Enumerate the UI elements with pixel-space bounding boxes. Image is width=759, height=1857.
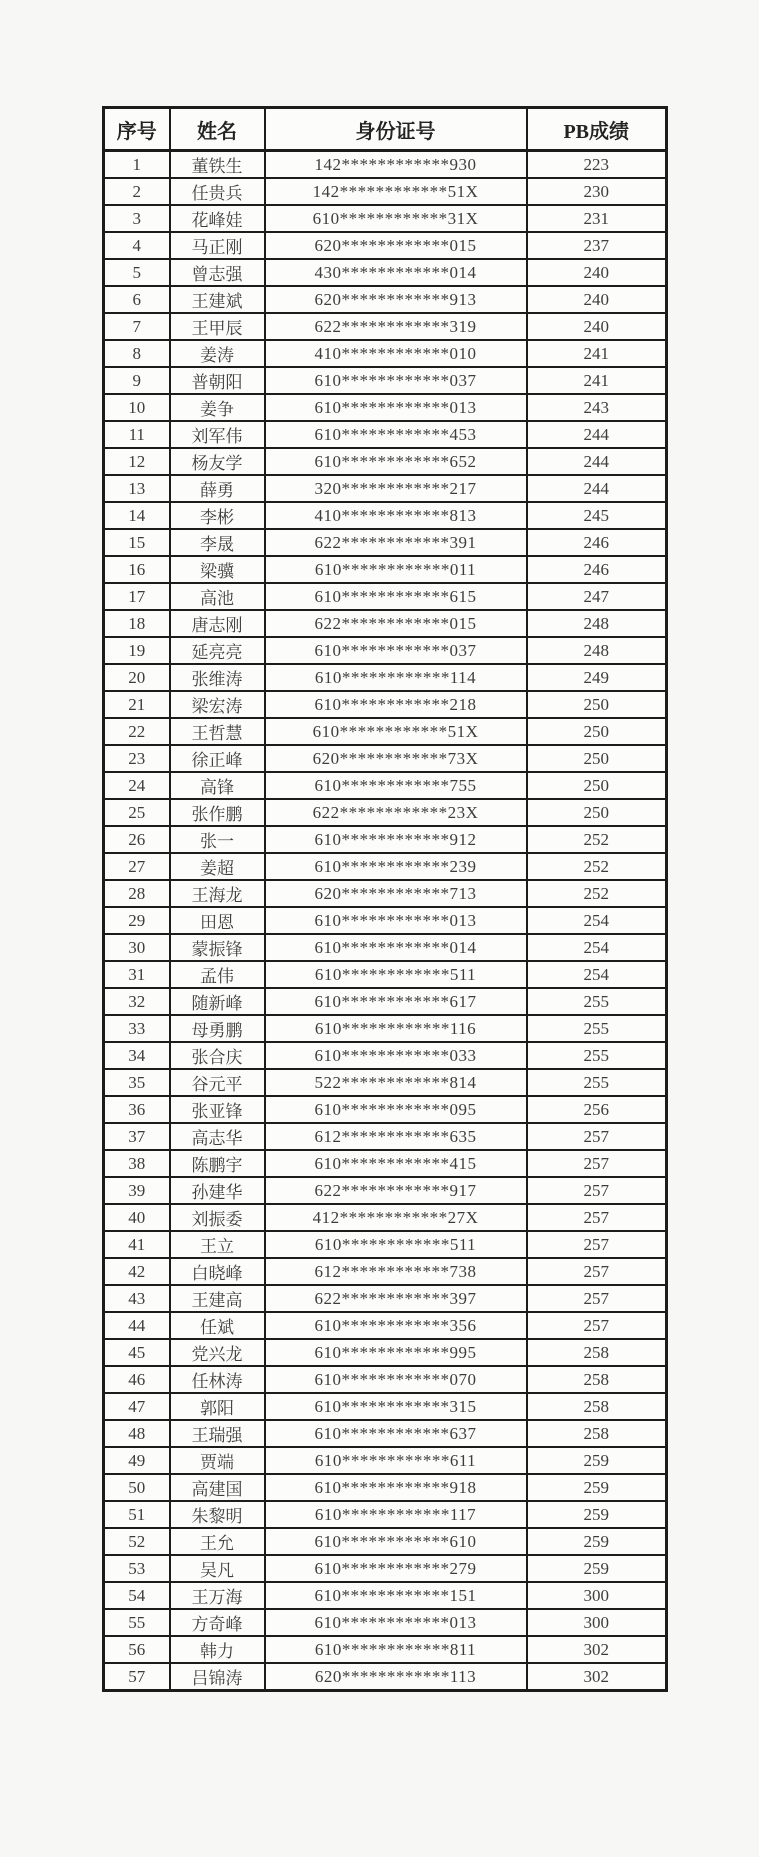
id-cell: 610************033 xyxy=(265,1042,527,1069)
table-row xyxy=(104,988,667,1015)
index-cell: 1 xyxy=(104,151,170,179)
table-row xyxy=(104,1420,667,1447)
table-row xyxy=(104,1636,667,1663)
table-row xyxy=(104,1393,667,1420)
index-cell: 49 xyxy=(104,1447,170,1474)
id-cell: 612************738 xyxy=(265,1258,527,1285)
score-cell: 255 xyxy=(527,1069,667,1096)
name-cell: 朱黎明 xyxy=(170,1501,265,1528)
name-cell: 刘军伟 xyxy=(170,421,265,448)
index-cell: 2 xyxy=(104,178,170,205)
id-cell: 610************013 xyxy=(265,394,527,421)
name-cell: 梁宏涛 xyxy=(170,691,265,718)
table-row xyxy=(104,799,667,826)
id-cell: 410************813 xyxy=(265,502,527,529)
score-cell: 252 xyxy=(527,880,667,907)
index-cell: 15 xyxy=(104,529,170,556)
name-cell: 高锋 xyxy=(170,772,265,799)
score-cell: 250 xyxy=(527,772,667,799)
id-cell: 610************070 xyxy=(265,1366,527,1393)
id-cell: 610************912 xyxy=(265,826,527,853)
table-row xyxy=(104,961,667,988)
name-cell: 董铁生 xyxy=(170,151,265,179)
id-cell: 620************713 xyxy=(265,880,527,907)
table-row xyxy=(104,1123,667,1150)
index-cell: 53 xyxy=(104,1555,170,1582)
id-cell: 610************415 xyxy=(265,1150,527,1177)
id-cell: 522************814 xyxy=(265,1069,527,1096)
id-cell: 610************652 xyxy=(265,448,527,475)
table-row xyxy=(104,178,667,205)
name-cell: 王建斌 xyxy=(170,286,265,313)
table-row xyxy=(104,1096,667,1123)
table-row xyxy=(104,853,667,880)
table-row xyxy=(104,907,667,934)
name-cell: 王海龙 xyxy=(170,880,265,907)
id-cell: 620************913 xyxy=(265,286,527,313)
table-row xyxy=(104,1177,667,1204)
name-cell: 谷元平 xyxy=(170,1069,265,1096)
table-row xyxy=(104,934,667,961)
index-cell: 28 xyxy=(104,880,170,907)
id-cell: 622************319 xyxy=(265,313,527,340)
id-cell: 622************397 xyxy=(265,1285,527,1312)
score-cell: 244 xyxy=(527,475,667,502)
score-cell: 243 xyxy=(527,394,667,421)
index-cell: 33 xyxy=(104,1015,170,1042)
table-row xyxy=(104,1501,667,1528)
id-cell: 610************615 xyxy=(265,583,527,610)
score-cell: 254 xyxy=(527,961,667,988)
index-cell: 12 xyxy=(104,448,170,475)
table-row xyxy=(104,1528,667,1555)
name-cell: 随新峰 xyxy=(170,988,265,1015)
name-cell: 任林涛 xyxy=(170,1366,265,1393)
score-cell: 223 xyxy=(527,151,667,179)
score-cell: 244 xyxy=(527,448,667,475)
index-cell: 22 xyxy=(104,718,170,745)
score-cell: 241 xyxy=(527,340,667,367)
score-cell: 231 xyxy=(527,205,667,232)
id-cell: 620************113 xyxy=(265,1663,527,1691)
name-cell: 王哲慧 xyxy=(170,718,265,745)
results-table xyxy=(102,106,668,1692)
name-cell: 田恩 xyxy=(170,907,265,934)
name-cell: 王建高 xyxy=(170,1285,265,1312)
id-cell: 610************31X xyxy=(265,205,527,232)
name-cell: 徐正峰 xyxy=(170,745,265,772)
name-cell: 曾志强 xyxy=(170,259,265,286)
name-cell: 杨友学 xyxy=(170,448,265,475)
name-cell: 母勇鹏 xyxy=(170,1015,265,1042)
id-cell: 610************117 xyxy=(265,1501,527,1528)
name-cell: 蒙振锋 xyxy=(170,934,265,961)
id-cell: 610************151 xyxy=(265,1582,527,1609)
id-cell: 412************27X xyxy=(265,1204,527,1231)
id-cell: 610************453 xyxy=(265,421,527,448)
index-cell: 57 xyxy=(104,1663,170,1691)
table-row xyxy=(104,1042,667,1069)
table-row xyxy=(104,1555,667,1582)
table-row xyxy=(104,1150,667,1177)
table-row xyxy=(104,1366,667,1393)
score-cell: 240 xyxy=(527,286,667,313)
score-cell: 259 xyxy=(527,1501,667,1528)
name-cell: 张一 xyxy=(170,826,265,853)
index-cell: 25 xyxy=(104,799,170,826)
table-row xyxy=(104,880,667,907)
score-cell: 252 xyxy=(527,853,667,880)
table-row xyxy=(104,1312,667,1339)
index-cell: 5 xyxy=(104,259,170,286)
index-cell: 27 xyxy=(104,853,170,880)
id-cell: 610************011 xyxy=(265,556,527,583)
score-cell: 302 xyxy=(527,1663,667,1691)
index-cell: 39 xyxy=(104,1177,170,1204)
id-cell: 610************014 xyxy=(265,934,527,961)
name-cell: 高池 xyxy=(170,583,265,610)
index-cell: 41 xyxy=(104,1231,170,1258)
name-cell: 普朝阳 xyxy=(170,367,265,394)
id-cell: 610************013 xyxy=(265,907,527,934)
index-cell: 32 xyxy=(104,988,170,1015)
table-row xyxy=(104,718,667,745)
score-cell: 255 xyxy=(527,988,667,1015)
id-cell: 142************51X xyxy=(265,178,527,205)
score-cell: 244 xyxy=(527,421,667,448)
name-cell: 花峰娃 xyxy=(170,205,265,232)
name-cell: 梁骥 xyxy=(170,556,265,583)
table-row xyxy=(104,772,667,799)
index-cell: 29 xyxy=(104,907,170,934)
index-cell: 40 xyxy=(104,1204,170,1231)
index-cell: 52 xyxy=(104,1528,170,1555)
table-row xyxy=(104,1069,667,1096)
score-cell: 241 xyxy=(527,367,667,394)
name-cell: 陈鹏宇 xyxy=(170,1150,265,1177)
id-cell: 622************391 xyxy=(265,529,527,556)
score-cell: 257 xyxy=(527,1150,667,1177)
id-cell: 620************73X xyxy=(265,745,527,772)
table-row xyxy=(104,610,667,637)
name-cell: 张作鹏 xyxy=(170,799,265,826)
id-cell: 620************015 xyxy=(265,232,527,259)
name-cell: 唐志刚 xyxy=(170,610,265,637)
score-cell: 245 xyxy=(527,502,667,529)
index-cell: 16 xyxy=(104,556,170,583)
name-cell: 王允 xyxy=(170,1528,265,1555)
name-cell: 姜超 xyxy=(170,853,265,880)
header-row xyxy=(104,108,667,151)
index-cell: 42 xyxy=(104,1258,170,1285)
id-cell: 610************356 xyxy=(265,1312,527,1339)
name-cell: 白晓峰 xyxy=(170,1258,265,1285)
table-row xyxy=(104,1582,667,1609)
index-cell: 56 xyxy=(104,1636,170,1663)
index-cell: 48 xyxy=(104,1420,170,1447)
index-cell: 38 xyxy=(104,1150,170,1177)
index-cell: 10 xyxy=(104,394,170,421)
table-row xyxy=(104,1258,667,1285)
id-cell: 610************637 xyxy=(265,1420,527,1447)
table-row xyxy=(104,232,667,259)
index-cell: 31 xyxy=(104,961,170,988)
name-cell: 姜涛 xyxy=(170,340,265,367)
id-cell: 610************013 xyxy=(265,1609,527,1636)
header-name: 姓名 xyxy=(170,108,265,151)
table-row xyxy=(104,151,667,179)
name-cell: 王甲辰 xyxy=(170,313,265,340)
table-row xyxy=(104,475,667,502)
id-cell: 610************995 xyxy=(265,1339,527,1366)
index-cell: 3 xyxy=(104,205,170,232)
index-cell: 36 xyxy=(104,1096,170,1123)
id-cell: 610************116 xyxy=(265,1015,527,1042)
name-cell: 延亮亮 xyxy=(170,637,265,664)
name-cell: 张维涛 xyxy=(170,664,265,691)
id-cell: 610************218 xyxy=(265,691,527,718)
score-cell: 250 xyxy=(527,745,667,772)
name-cell: 任贵兵 xyxy=(170,178,265,205)
name-cell: 吕锦涛 xyxy=(170,1663,265,1691)
name-cell: 方奇峰 xyxy=(170,1609,265,1636)
index-cell: 55 xyxy=(104,1609,170,1636)
index-cell: 51 xyxy=(104,1501,170,1528)
index-cell: 18 xyxy=(104,610,170,637)
id-cell: 622************917 xyxy=(265,1177,527,1204)
index-cell: 34 xyxy=(104,1042,170,1069)
table-row xyxy=(104,286,667,313)
index-cell: 35 xyxy=(104,1069,170,1096)
score-cell: 256 xyxy=(527,1096,667,1123)
index-cell: 50 xyxy=(104,1474,170,1501)
score-cell: 257 xyxy=(527,1258,667,1285)
name-cell: 张合庆 xyxy=(170,1042,265,1069)
id-cell: 610************611 xyxy=(265,1447,527,1474)
score-cell: 250 xyxy=(527,691,667,718)
table-row xyxy=(104,1663,667,1691)
name-cell: 薛勇 xyxy=(170,475,265,502)
table-row xyxy=(104,205,667,232)
score-cell: 259 xyxy=(527,1474,667,1501)
table-row xyxy=(104,367,667,394)
index-cell: 44 xyxy=(104,1312,170,1339)
table-row xyxy=(104,1231,667,1258)
id-cell: 622************015 xyxy=(265,610,527,637)
index-cell: 46 xyxy=(104,1366,170,1393)
table-row xyxy=(104,1609,667,1636)
score-cell: 247 xyxy=(527,583,667,610)
name-cell: 郭阳 xyxy=(170,1393,265,1420)
score-cell: 230 xyxy=(527,178,667,205)
index-cell: 47 xyxy=(104,1393,170,1420)
table-row xyxy=(104,826,667,853)
score-cell: 257 xyxy=(527,1204,667,1231)
name-cell: 李晟 xyxy=(170,529,265,556)
id-cell: 610************51X xyxy=(265,718,527,745)
score-cell: 255 xyxy=(527,1042,667,1069)
name-cell: 马正刚 xyxy=(170,232,265,259)
header-index: 序号 xyxy=(104,108,170,151)
table-row xyxy=(104,502,667,529)
table-row xyxy=(104,556,667,583)
id-cell: 610************114 xyxy=(265,664,527,691)
id-cell: 610************610 xyxy=(265,1528,527,1555)
name-cell: 孙建华 xyxy=(170,1177,265,1204)
name-cell: 党兴龙 xyxy=(170,1339,265,1366)
index-cell: 8 xyxy=(104,340,170,367)
id-cell: 410************010 xyxy=(265,340,527,367)
score-cell: 257 xyxy=(527,1285,667,1312)
score-cell: 257 xyxy=(527,1231,667,1258)
index-cell: 45 xyxy=(104,1339,170,1366)
score-cell: 302 xyxy=(527,1636,667,1663)
id-cell: 622************23X xyxy=(265,799,527,826)
index-cell: 11 xyxy=(104,421,170,448)
name-cell: 高志华 xyxy=(170,1123,265,1150)
id-cell: 610************511 xyxy=(265,1231,527,1258)
name-cell: 王瑞强 xyxy=(170,1420,265,1447)
index-cell: 23 xyxy=(104,745,170,772)
score-cell: 250 xyxy=(527,718,667,745)
index-cell: 20 xyxy=(104,664,170,691)
score-cell: 300 xyxy=(527,1582,667,1609)
id-cell: 142************930 xyxy=(265,151,527,179)
table-row xyxy=(104,1339,667,1366)
index-cell: 6 xyxy=(104,286,170,313)
name-cell: 贾端 xyxy=(170,1447,265,1474)
score-cell: 259 xyxy=(527,1555,667,1582)
table-row xyxy=(104,691,667,718)
table-row xyxy=(104,745,667,772)
score-cell: 240 xyxy=(527,259,667,286)
index-cell: 13 xyxy=(104,475,170,502)
index-cell: 14 xyxy=(104,502,170,529)
name-cell: 任斌 xyxy=(170,1312,265,1339)
index-cell: 54 xyxy=(104,1582,170,1609)
table-row xyxy=(104,421,667,448)
score-cell: 246 xyxy=(527,556,667,583)
table-row xyxy=(104,664,667,691)
id-cell: 610************037 xyxy=(265,367,527,394)
score-cell: 255 xyxy=(527,1015,667,1042)
name-cell: 张亚锋 xyxy=(170,1096,265,1123)
id-cell: 610************918 xyxy=(265,1474,527,1501)
table-row xyxy=(104,394,667,421)
score-cell: 258 xyxy=(527,1366,667,1393)
table-row xyxy=(104,583,667,610)
table-row xyxy=(104,1204,667,1231)
index-cell: 26 xyxy=(104,826,170,853)
table-row xyxy=(104,340,667,367)
score-cell: 257 xyxy=(527,1312,667,1339)
index-cell: 43 xyxy=(104,1285,170,1312)
score-cell: 250 xyxy=(527,799,667,826)
index-cell: 7 xyxy=(104,313,170,340)
index-cell: 9 xyxy=(104,367,170,394)
index-cell: 17 xyxy=(104,583,170,610)
score-cell: 258 xyxy=(527,1420,667,1447)
index-cell: 19 xyxy=(104,637,170,664)
id-cell: 610************037 xyxy=(265,637,527,664)
name-cell: 高建国 xyxy=(170,1474,265,1501)
table-row xyxy=(104,259,667,286)
id-cell: 612************635 xyxy=(265,1123,527,1150)
id-cell: 610************811 xyxy=(265,1636,527,1663)
score-cell: 257 xyxy=(527,1123,667,1150)
id-cell: 430************014 xyxy=(265,259,527,286)
index-cell: 37 xyxy=(104,1123,170,1150)
score-cell: 237 xyxy=(527,232,667,259)
name-cell: 吴凡 xyxy=(170,1555,265,1582)
name-cell: 刘振委 xyxy=(170,1204,265,1231)
score-cell: 300 xyxy=(527,1609,667,1636)
score-cell: 249 xyxy=(527,664,667,691)
table-row xyxy=(104,1474,667,1501)
name-cell: 姜争 xyxy=(170,394,265,421)
table-row xyxy=(104,1447,667,1474)
table-row xyxy=(104,448,667,475)
id-cell: 610************511 xyxy=(265,961,527,988)
score-cell: 257 xyxy=(527,1177,667,1204)
name-cell: 王立 xyxy=(170,1231,265,1258)
score-cell: 258 xyxy=(527,1393,667,1420)
score-cell: 240 xyxy=(527,313,667,340)
score-cell: 248 xyxy=(527,610,667,637)
name-cell: 李彬 xyxy=(170,502,265,529)
score-cell: 254 xyxy=(527,907,667,934)
table-row xyxy=(104,637,667,664)
score-cell: 254 xyxy=(527,934,667,961)
score-cell: 259 xyxy=(527,1528,667,1555)
score-cell: 248 xyxy=(527,637,667,664)
table-row xyxy=(104,313,667,340)
name-cell: 王万海 xyxy=(170,1582,265,1609)
id-cell: 610************617 xyxy=(265,988,527,1015)
score-cell: 258 xyxy=(527,1339,667,1366)
id-cell: 320************217 xyxy=(265,475,527,502)
id-cell: 610************315 xyxy=(265,1393,527,1420)
score-cell: 259 xyxy=(527,1447,667,1474)
header-pb-score: PB成绩 xyxy=(527,108,667,151)
table-row xyxy=(104,1285,667,1312)
id-cell: 610************239 xyxy=(265,853,527,880)
index-cell: 4 xyxy=(104,232,170,259)
header-id-number: 身份证号 xyxy=(265,108,527,151)
index-cell: 21 xyxy=(104,691,170,718)
name-cell: 孟伟 xyxy=(170,961,265,988)
table-row xyxy=(104,529,667,556)
score-cell: 252 xyxy=(527,826,667,853)
score-cell: 246 xyxy=(527,529,667,556)
table-row xyxy=(104,1015,667,1042)
name-cell: 韩力 xyxy=(170,1636,265,1663)
id-cell: 610************095 xyxy=(265,1096,527,1123)
index-cell: 24 xyxy=(104,772,170,799)
id-cell: 610************755 xyxy=(265,772,527,799)
id-cell: 610************279 xyxy=(265,1555,527,1582)
index-cell: 30 xyxy=(104,934,170,961)
